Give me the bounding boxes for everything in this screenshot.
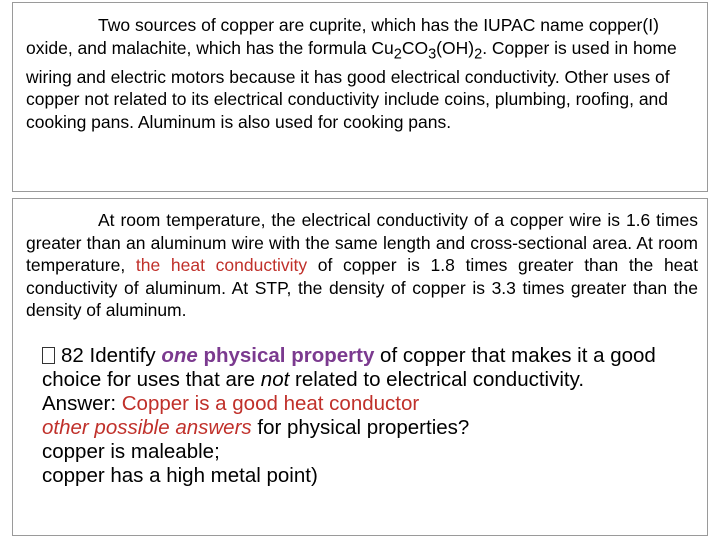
p1-text-b: CO — [401, 37, 429, 58]
answer-malleable: copper is maleable; — [42, 440, 220, 463]
answer-text: Copper is a good heat conductor — [121, 392, 420, 415]
other-answers-rest: for physical properties? — [251, 416, 470, 439]
question-not: not — [260, 368, 290, 391]
p1-text-c: (OH) — [436, 37, 475, 58]
paragraph-conductivity — [26, 209, 698, 322]
question-prefix: Identify — [83, 344, 162, 367]
answer-line — [42, 392, 702, 416]
p1-sub-b: 3 — [428, 46, 437, 62]
question-mid: of copper that makes it a good choice for uses that are — [42, 344, 656, 391]
question-text — [42, 344, 702, 392]
answer-label: Answer: — [42, 392, 122, 415]
question-block — [42, 344, 702, 488]
question-suffix: related to electrical conductivity. — [289, 368, 585, 391]
p1-text-a: Two sources of copper are cuprite, which has the IUPAC name copper(I) oxide, and malachite, which has the formula Cu — [26, 15, 659, 58]
p1-sub-c: 2 — [474, 46, 483, 62]
question-number: 82 — [61, 344, 84, 367]
checkbox-icon[interactable] — [42, 347, 55, 364]
question-emph-one: one — [161, 344, 198, 367]
other-answers-line — [42, 416, 702, 440]
question-emph-property: physical property — [197, 344, 375, 367]
answer-melting-point: copper has a high metal point) — [42, 464, 318, 487]
p1-text-d: . Copper is used in home wiring and electric motors because it has good electrical conductivity. Other uses of copper not related to its electrical conductivity include coins, plumbing, roofing, and cooking pans. Aluminum is also used for cooking pans. — [26, 37, 677, 132]
p2-text-b: of copper is 1.8 times greater than the heat conductivity of aluminum. At STP, the density of copper is 3.3 times greater than the density of aluminum. — [26, 255, 698, 320]
p1-sub-a: 2 — [393, 46, 402, 62]
paragraph-copper-sources — [26, 14, 696, 133]
p2-highlight: the heat conductivity — [135, 255, 308, 275]
other-answers-label: other possible answers — [42, 416, 252, 439]
p2-text-a: At room temperature, the electrical conductivity of a copper wire is 1.6 times greater than an aluminum wire with the same length and cross-sectional area. At room temperature, — [26, 210, 698, 275]
